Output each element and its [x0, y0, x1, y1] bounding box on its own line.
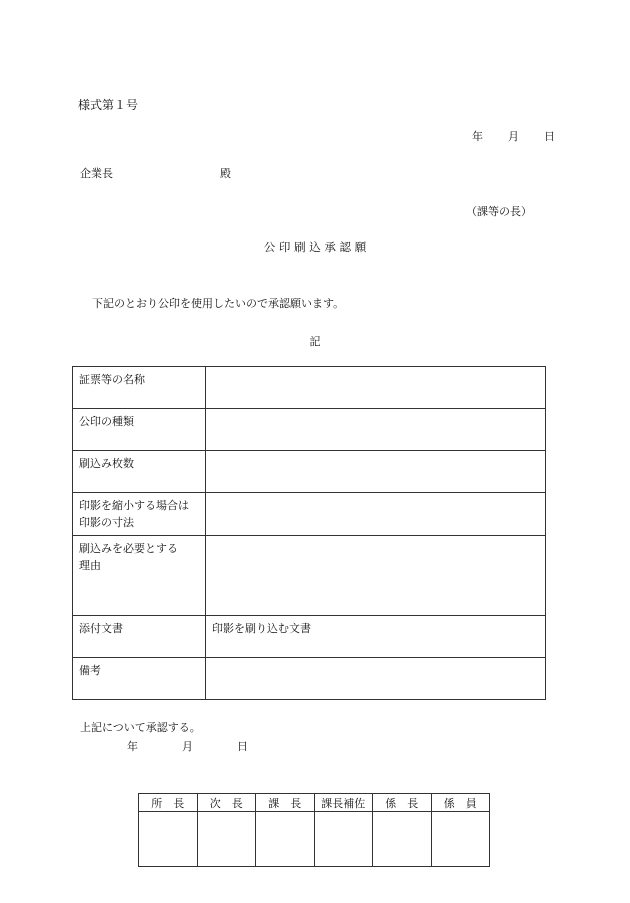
ki-heading: 記 [309, 335, 321, 348]
row-value[interactable] [206, 536, 546, 616]
stamp-box[interactable] [256, 812, 315, 867]
row-label: 刷込み枚数 [73, 451, 206, 493]
stamp-box[interactable] [197, 812, 256, 867]
stamp-header: 所 長 [139, 794, 198, 812]
date-line [472, 128, 555, 144]
approval-text: 上記について承認する。 [80, 721, 201, 734]
date-day: 日 [544, 130, 555, 143]
table-row [73, 616, 546, 658]
approval-month: 月 [182, 740, 193, 753]
date-month: 月 [508, 130, 519, 143]
row-label: 公印の種類 [73, 409, 206, 451]
stamp-header: 係 長 [373, 794, 432, 812]
application-table [72, 366, 546, 700]
table-row [73, 451, 546, 493]
addressee-title: 企業長 [80, 167, 113, 180]
stamp-header: 課 長 [256, 794, 315, 812]
stamp-box[interactable] [373, 812, 432, 867]
row-value[interactable]: 印影を刷り込む文書 [206, 616, 546, 658]
table-row [73, 658, 546, 700]
stamp-box[interactable] [139, 812, 198, 867]
approval-year: 年 [127, 740, 138, 753]
table-row [73, 367, 546, 409]
approval-stamp-table [138, 793, 490, 867]
stamp-header: 課長補佐 [314, 794, 373, 812]
addressee-suffix: 殿 [220, 167, 231, 180]
body-text: 下記のとおり公印を使用したいので承認願います。 [92, 297, 345, 310]
row-value[interactable] [206, 451, 546, 493]
row-label: 添付文書 [73, 616, 206, 658]
stamp-box[interactable] [314, 812, 373, 867]
stamp-header: 次 長 [197, 794, 256, 812]
sender-label: （課等の長） [466, 205, 532, 218]
row-label: 刷込みを必要とする 理由 [73, 536, 206, 616]
row-value[interactable] [206, 367, 546, 409]
form-number: 様式第１号 [78, 98, 139, 112]
row-value[interactable] [206, 658, 546, 700]
approval-day: 日 [237, 740, 248, 753]
row-label: 証票等の名称 [73, 367, 206, 409]
row-label: 備考 [73, 658, 206, 700]
document-title: 公 印 刷 込 承 認 願 [263, 240, 367, 254]
row-value[interactable] [206, 409, 546, 451]
table-row [73, 493, 546, 536]
date-year: 年 [472, 130, 483, 143]
row-value[interactable] [206, 493, 546, 536]
stamp-box[interactable] [431, 812, 490, 867]
table-row [73, 536, 546, 616]
table-row [73, 409, 546, 451]
stamp-header: 係 員 [431, 794, 490, 812]
row-label: 印影を縮小する場合は 印影の寸法 [73, 493, 206, 536]
approval-date [127, 738, 248, 754]
